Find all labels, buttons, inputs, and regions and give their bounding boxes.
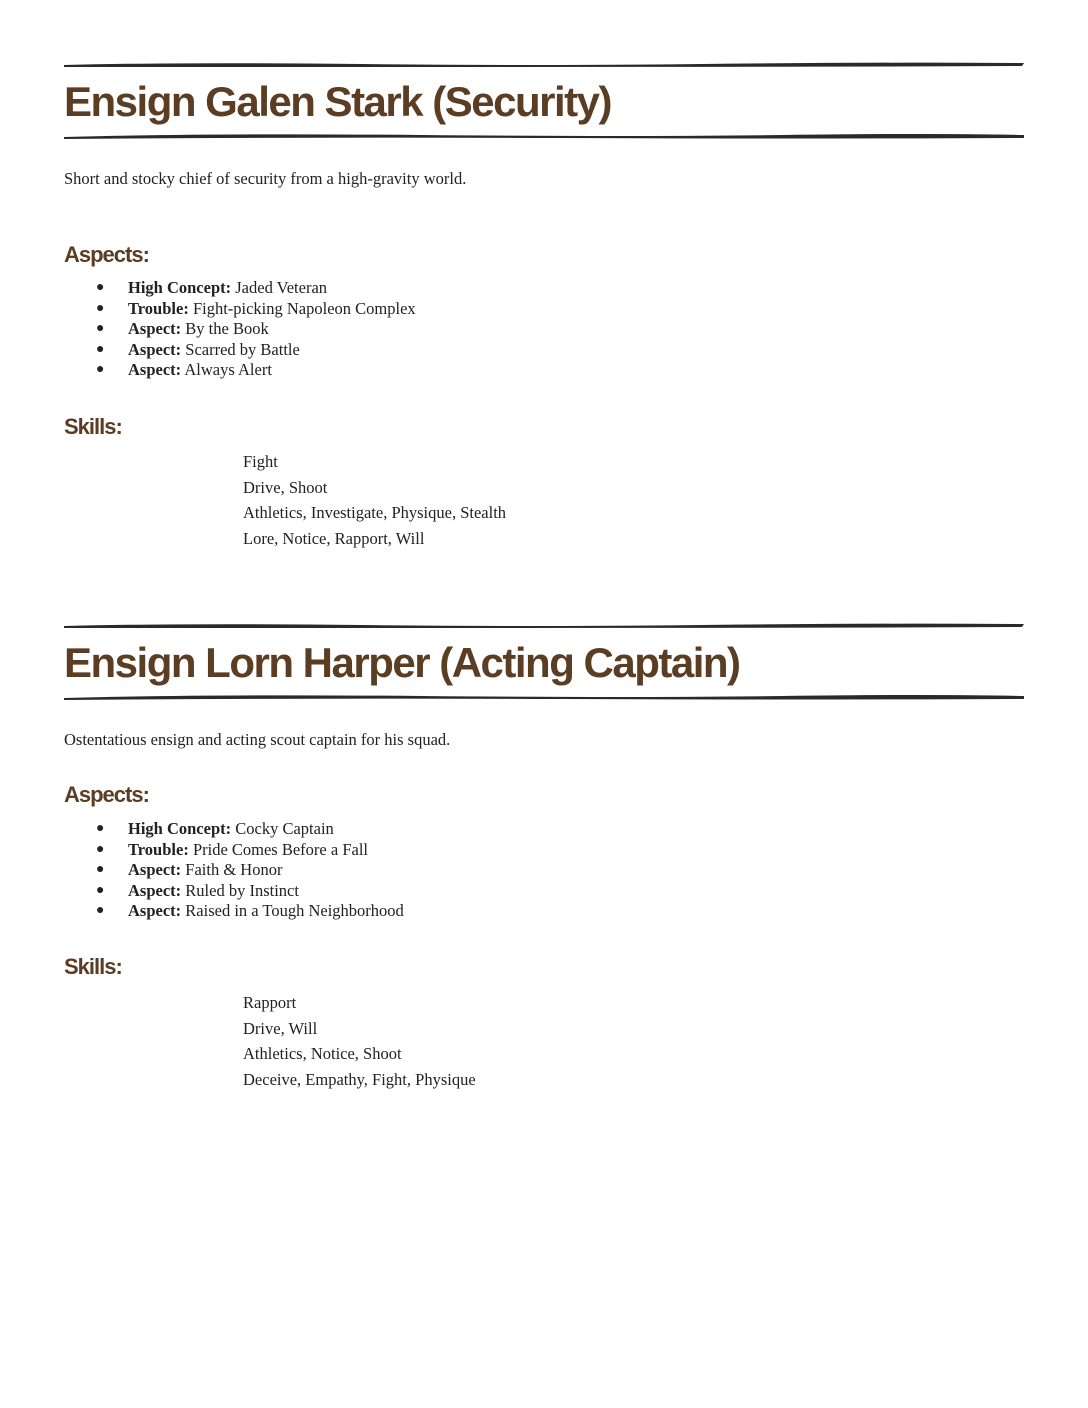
- skills-heading: Skills:: [64, 954, 122, 979]
- aspect-value: Jaded Veteran: [235, 278, 328, 297]
- aspect-label: Aspect:: [128, 860, 182, 879]
- skill-list: Fight: [243, 452, 278, 471]
- skill-list: Deceive, Empathy, Fight, Physique: [243, 1069, 476, 1089]
- aspect-value: Faith & Honor: [185, 860, 283, 879]
- skill-list: Drive, Will: [243, 1018, 318, 1038]
- character-description: Short and stocky chief of security from a high-gravity world.: [64, 169, 467, 188]
- aspect-value: Fight-picking Napoleon Complex: [192, 298, 416, 318]
- character-name: Ensign Lorn Harper (Acting Captain): [64, 639, 740, 686]
- aspects-heading: Aspects:: [64, 242, 149, 267]
- bullet-icon: ●: [96, 903, 105, 918]
- bullet-icon: ●: [96, 362, 105, 377]
- skills-heading: Skills:: [64, 414, 122, 439]
- aspect-label: Trouble:: [128, 839, 189, 859]
- bullet-icon: ●: [96, 882, 105, 898]
- aspects-heading: Aspects:: [64, 782, 149, 807]
- character-name: Ensign Galen Stark (Security): [64, 78, 612, 125]
- bullet-icon: ●: [96, 341, 105, 357]
- aspect-label: Aspect:: [128, 360, 182, 379]
- bullet-icon: ●: [96, 280, 105, 295]
- bullet-icon: ●: [96, 321, 105, 336]
- bullet-icon: ●: [96, 300, 105, 316]
- aspect-value: Always Alert: [184, 360, 272, 379]
- aspect-label: Aspect:: [128, 319, 182, 338]
- skill-list: Athletics, Notice, Shoot: [243, 1044, 402, 1063]
- bullet-icon: ●: [96, 862, 105, 877]
- title-rule-top: [62, 59, 1026, 71]
- aspect-value: Ruled by Instinct: [185, 880, 299, 900]
- aspect-label: Aspect:: [128, 901, 182, 920]
- title-rule-bottom: [62, 130, 1026, 142]
- aspect-value: By the Book: [185, 319, 269, 338]
- character-description: Ostentatious ensign and acting scout captain for his squad.: [64, 730, 451, 749]
- aspect-value: Scarred by Battle: [185, 339, 300, 359]
- aspect-label: High Concept:: [128, 278, 232, 297]
- aspect-label: Aspect:: [128, 880, 182, 900]
- aspect-label: Trouble:: [128, 298, 189, 318]
- bullet-icon: ●: [96, 841, 105, 857]
- title-rule-top: [62, 620, 1026, 632]
- aspect-value: Cocky Captain: [235, 819, 334, 838]
- skill-list: Drive, Shoot: [243, 477, 328, 497]
- skill-list: Lore, Notice, Rapport, Will: [243, 528, 425, 548]
- skill-list: Athletics, Investigate, Physique, Stealth: [243, 503, 507, 522]
- aspect-label: High Concept:: [128, 819, 232, 838]
- bullet-icon: ●: [96, 821, 105, 836]
- title-rule-bottom: [62, 691, 1026, 703]
- skill-list: Rapport: [243, 993, 297, 1012]
- aspect-value: Raised in a Tough Neighborhood: [185, 901, 404, 920]
- aspect-value: Pride Comes Before a Fall: [192, 839, 368, 859]
- aspect-label: Aspect:: [128, 339, 182, 359]
